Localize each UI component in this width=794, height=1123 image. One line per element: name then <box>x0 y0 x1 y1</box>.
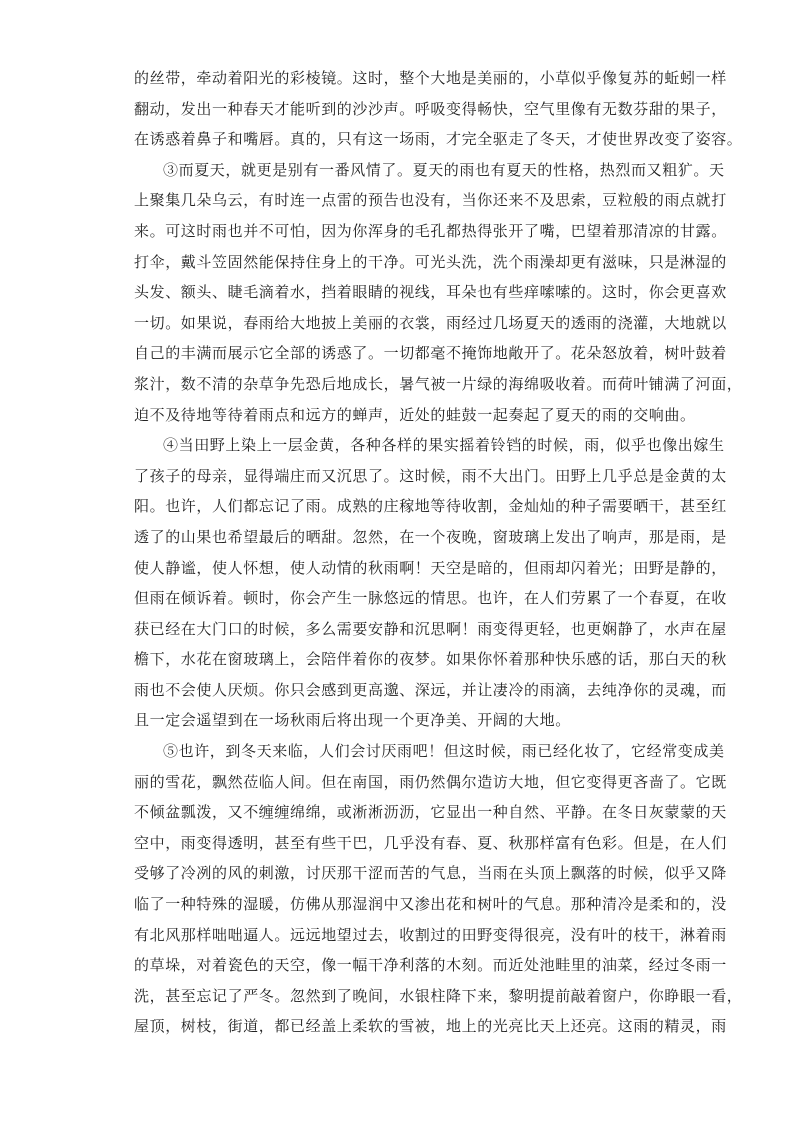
text-line: 透了的山果也希望最后的晒甜。忽然，在一个夜晚，窗玻璃上发出了响声，那是雨，是 <box>134 527 727 546</box>
text-line: 迫不及待地等待着雨点和远方的蝉声，近处的蛙鼓一起奏起了夏天的雨的交响曲。 <box>134 405 696 424</box>
text-line: 上聚集几朵乌云，有时连一点雷的预告也没有，当你还来不及思索，豆粒般的雨点就打 <box>134 191 727 210</box>
text-line: 来。可这时雨也并不可怕，因为你浑身的毛孔都热得张开了嘴，巴望着那清凉的甘露。 <box>134 221 727 240</box>
text-line: 空中，雨变得透明，甚至有些干巴，几乎没有春、夏、秋那样富有色彩。但是，在人们 <box>134 833 727 852</box>
text-line: 不倾盆瓢泼，又不缠缠绵绵，或淅淅沥沥，它显出一种自然、平静。在冬日灰蒙蒙的天 <box>134 803 727 822</box>
text-line: 檐下，水花在窗玻璃上，会陪伴着你的夜梦。如果你怀着那种快乐感的话，那白天的秋 <box>134 650 727 669</box>
text-line: 临了一种特殊的湿暖，仿佛从那湿润中又渗出花和树叶的气息。那种清冷是柔和的，没 <box>134 895 727 914</box>
text-line: 一切。如果说，春雨给大地披上美丽的衣裳，雨经过几场夏天的透雨的浇灌，大地就以 <box>134 313 727 332</box>
text-line: 洗，甚至忘记了严冬。忽然到了晚间，水银柱降下来，黎明提前敲着窗户，你睁眼一看， <box>134 986 743 1005</box>
paragraph-3-start: ③而夏天，就更是别有一番风情了。夏天的雨也有夏天的性格，热烈而又粗犷。天 <box>163 160 725 179</box>
text-line: 但雨在倾诉着。顿时，你会产生一脉悠远的情思。也许，在人们劳累了一个春夏，在收 <box>134 589 727 608</box>
text-line: 了孩子的母亲，显得端庄而又沉思了。这时候，雨不大出门。田野上几乎总是金黄的太 <box>134 466 727 485</box>
text-line: 受够了冷冽的风的刺激，讨厌那干涩而苦的气息，当雨在头顶上飘落的时候，似乎又降 <box>134 864 727 883</box>
text-line: 自己的丰满而展示它全部的诱惑了。一切都毫不掩饰地敞开了。花朵怒放着，树叶鼓着 <box>134 344 727 363</box>
text-line: 在诱惑着鼻子和嘴唇。真的，只有这一场雨，才完全驱走了冬天，才使世界改变了姿容。 <box>134 130 743 149</box>
text-line: 使人静谧，使人怀想，使人动情的秋雨啊！天空是暗的，但雨却闪着光；田野是静的， <box>134 558 727 577</box>
article-body <box>134 63 743 1042</box>
text-line: 屋顶，树枝，街道，都已经盖上柔软的雪被，地上的光亮比天上还亮。这雨的精灵，雨 <box>134 1017 727 1036</box>
text-line: 浆汁，数不清的杂草争先恐后地成长，暑气被一片绿的海绵吸收着。而荷叶铺满了河面， <box>134 374 743 393</box>
paragraph-4-start: ④当田野上染上一层金黄，各种各样的果实摇着铃铛的时候，雨，似乎也像出嫁生 <box>163 436 725 455</box>
text-line: 翻动，发出一种春天才能听到的沙沙声。呼吸变得畅快，空气里像有无数芬甜的果子， <box>134 99 727 118</box>
text-line: 的草垛，对着瓷色的天空，像一幅干净利落的木刻。而近处池畦里的油菜，经过冬雨一 <box>134 956 727 975</box>
text-line: 打伞，戴斗笠固然能保持住身上的干净。可光头洗，洗个雨澡却更有滋味，只是淋湿的 <box>134 252 727 271</box>
text-line: 有北风那样咄咄逼人。远远地望过去，收割过的田野变得很亮，没有叶的枝干，淋着雨 <box>134 925 727 944</box>
paragraph-5-start: ⑤也许，到冬天来临，人们会讨厌雨吧！但这时候，雨已经化妆了，它经常变成美 <box>163 742 725 761</box>
text-line: 头发、额头、睫毛滴着水，挡着眼睛的视线，耳朵也有些痒嗦嗦的。这时，你会更喜欢 <box>134 283 727 302</box>
text-line: 丽的雪花，飘然莅临人间。但在南国，雨仍然偶尔造访大地，但它变得更吝啬了。它既 <box>134 772 727 791</box>
text-line: 且一定会遥望到在一场秋雨后将出现一个更净美、开阔的大地。 <box>134 711 571 730</box>
text-line: 阳。也许，人们都忘记了雨。成熟的庄稼地等待收割，金灿灿的种子需要晒干，甚至红 <box>134 497 727 516</box>
text-line: 的丝带，牵动着阳光的彩棱镜。这时，整个大地是美丽的，小草似乎像复苏的蚯蚓一样 <box>134 69 727 87</box>
text-line: 获已经在大门口的时候，多么需要安静和沉思啊！雨变得更轻，也更娴静了，水声在屋 <box>134 619 727 638</box>
text-line: 雨也不会使人厌烦。你只会感到更高邈、深远，并让凄冷的雨滴，去纯净你的灵魂，而 <box>134 680 727 699</box>
